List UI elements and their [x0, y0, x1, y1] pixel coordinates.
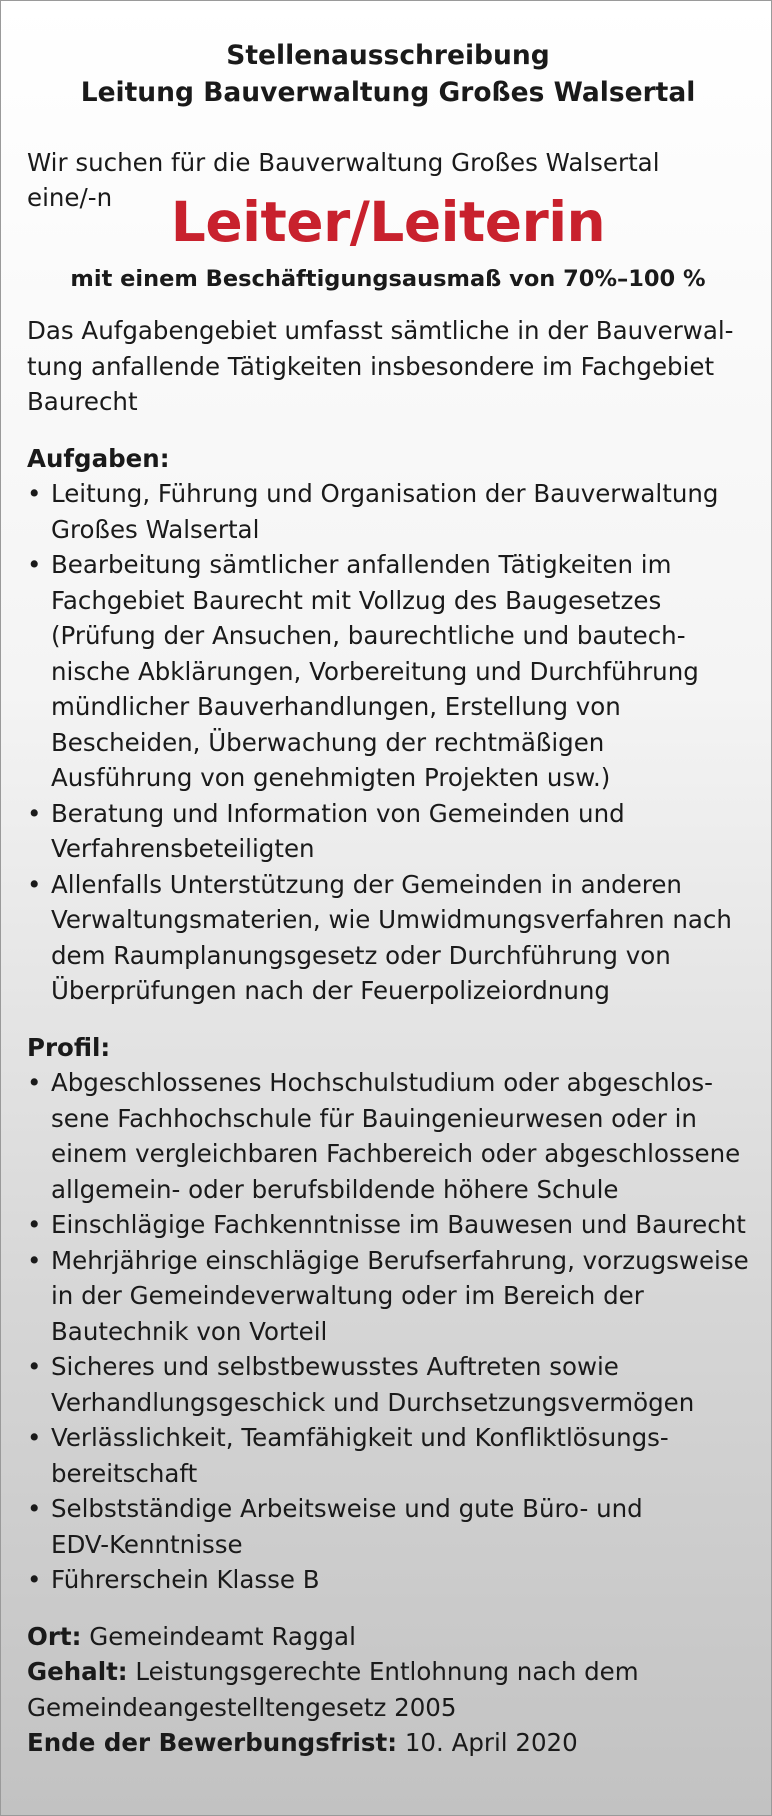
position-headline: Leiter/Leiterin [170, 190, 606, 254]
bullet-icon: • [27, 1352, 42, 1381]
salary-row [27, 1654, 749, 1690]
list-item-line: Leitung, Führung und Organisation der Bauverwaltung [51, 479, 719, 508]
list-item-line: Bautechnik von Vorteil [51, 1316, 328, 1346]
title-line-2: Leitung Bauverwaltung Großes Walsertal [80, 77, 696, 108]
list-item-line: Verhandlungsgeschick und Durchsetzungsvermögen [51, 1387, 695, 1417]
list-item-line: Fachgebiet Baurecht mit Vollzug des Baugesetzes [51, 585, 662, 615]
tasks-list-item [27, 547, 749, 796]
list-item-line: (Prüfung der Ansuchen, baurechtliche und bautech- [51, 621, 686, 650]
profile-list-item [27, 1562, 749, 1598]
tasks-list-item [27, 476, 749, 547]
deadline-value: 10. April 2020 [404, 1728, 578, 1757]
list-item-line: Einschlägige Fachkenntnisse im Bauwesen und Baurecht [51, 1210, 746, 1239]
list-item-line: einem vergleichbaren Fachbereich oder abgeschlossene [51, 1139, 741, 1168]
salary-value: Leistungsgerechte Entlohnung nach dem [135, 1657, 639, 1686]
tasks-list [27, 476, 749, 1009]
ad-footer [27, 1619, 749, 1761]
deadline-label: Ende der Bewerbungsfrist: [27, 1728, 398, 1757]
bullet-icon: • [27, 798, 42, 828]
profile-list-item [27, 1243, 749, 1350]
list-item-line: Allenfalls Unterstützung der Gemeinden in anderen [51, 869, 682, 899]
bullet-icon: • [27, 1245, 42, 1275]
title-line-1: Stellenausschreibung [226, 40, 550, 71]
bullet-icon: • [27, 1565, 42, 1594]
profile-list-item [27, 1420, 749, 1491]
list-item-line: Sicheres und selbstbewusstes Auftreten sowie [51, 1352, 619, 1381]
ad-content [27, 37, 749, 1761]
list-item-line: Selbstständige Arbeitsweise und gute Büro- und [51, 1494, 643, 1523]
tasks-list-item [27, 867, 749, 1009]
intro-line-2: eine/-n [27, 183, 113, 212]
employment-extent: mit einem Beschäftigungsausmaß von 70%–100 % [70, 266, 706, 292]
profile-list-item [27, 1491, 749, 1562]
list-item-line: Beratung und Information von Gemeinden und [51, 798, 625, 828]
list-item-line: nische Abklärungen, Vorbereitung und Durchführung [51, 656, 699, 686]
list-item-line: EDV-Kenntnisse [51, 1529, 243, 1559]
bullet-icon: • [27, 1210, 42, 1239]
description-line: Das Aufgabengebiet umfasst sämtliche in der Bauverwal- [27, 316, 734, 345]
list-item-line: Großes Walsertal [51, 514, 260, 544]
profile-list-item [27, 1349, 749, 1420]
location-label: Ort: [27, 1621, 82, 1651]
list-item-line: Abgeschlossenes Hochschulstudium oder abgeschlos- [51, 1068, 714, 1097]
bullet-icon: • [27, 1068, 42, 1097]
ad-title [27, 37, 749, 111]
tasks-heading: Aufgaben: [27, 443, 170, 473]
list-item-line: allgemein- oder berufsbildende höhere Schule [51, 1174, 619, 1204]
intro-line-1: Wir suchen für die Bauverwaltung Großes Walsertal [27, 148, 660, 177]
list-item-line: in der Gemeindeverwaltung oder im Bereich der [51, 1281, 644, 1310]
list-item-line: Verwaltungsmaterien, wie Umwidmungsverfahren nach [51, 905, 732, 934]
list-item-line: Bescheiden, Überwachung der rechtmäßigen [51, 727, 605, 757]
profile-list-item [27, 1065, 749, 1207]
tasks-list-item [27, 796, 749, 867]
description [27, 313, 749, 420]
bullet-icon: • [27, 479, 42, 508]
list-item-line: Führerschein Klasse B [51, 1565, 320, 1594]
list-item-line: Mehrjährige einschlägige Berufserfahrung, vorzugsweise [51, 1245, 749, 1275]
location-row [27, 1619, 749, 1655]
list-item-line: Verfahrensbeteiligten [51, 834, 315, 863]
profile-list [27, 1065, 749, 1598]
bullet-icon: • [27, 1423, 42, 1452]
list-item-line: sene Fachhochschule für Bauingenieurwesen oder in [51, 1103, 697, 1133]
bullet-icon: • [27, 869, 42, 899]
profile-heading: Profil: [27, 1032, 111, 1062]
salary-label: Gehalt: [27, 1657, 128, 1686]
list-item-line: bereitschaft [51, 1458, 198, 1488]
description-line: tung anfallende Tätigkeiten insbesondere im Fachgebiet [27, 351, 715, 381]
list-item-line: Überprüfungen nach der Feuerpolizeiordnung [51, 976, 610, 1005]
bullet-icon: • [27, 550, 42, 579]
description-line: Baurecht [27, 387, 138, 416]
bullet-icon: • [27, 1494, 42, 1523]
deadline-row [27, 1725, 749, 1761]
list-item-line: Verlässlichkeit, Teamfähigkeit und Konfliktlösungs- [51, 1423, 669, 1452]
location-value: Gemeindeamt Raggal [89, 1621, 356, 1651]
profile-list-item [27, 1207, 749, 1243]
list-item-line: Bearbeitung sämtlicher anfallenden Tätigkeiten im [51, 550, 672, 579]
list-item-line: dem Raumplanungsgesetz oder Durchführung von [51, 940, 671, 970]
list-item-line: mündlicher Bauverhandlungen, Erstellung von [51, 692, 621, 721]
list-item-line: Ausführung von genehmigten Projekten usw.) [51, 763, 611, 792]
salary-value-continued: Gemeindeangestelltengesetz 2005 [27, 1692, 457, 1722]
